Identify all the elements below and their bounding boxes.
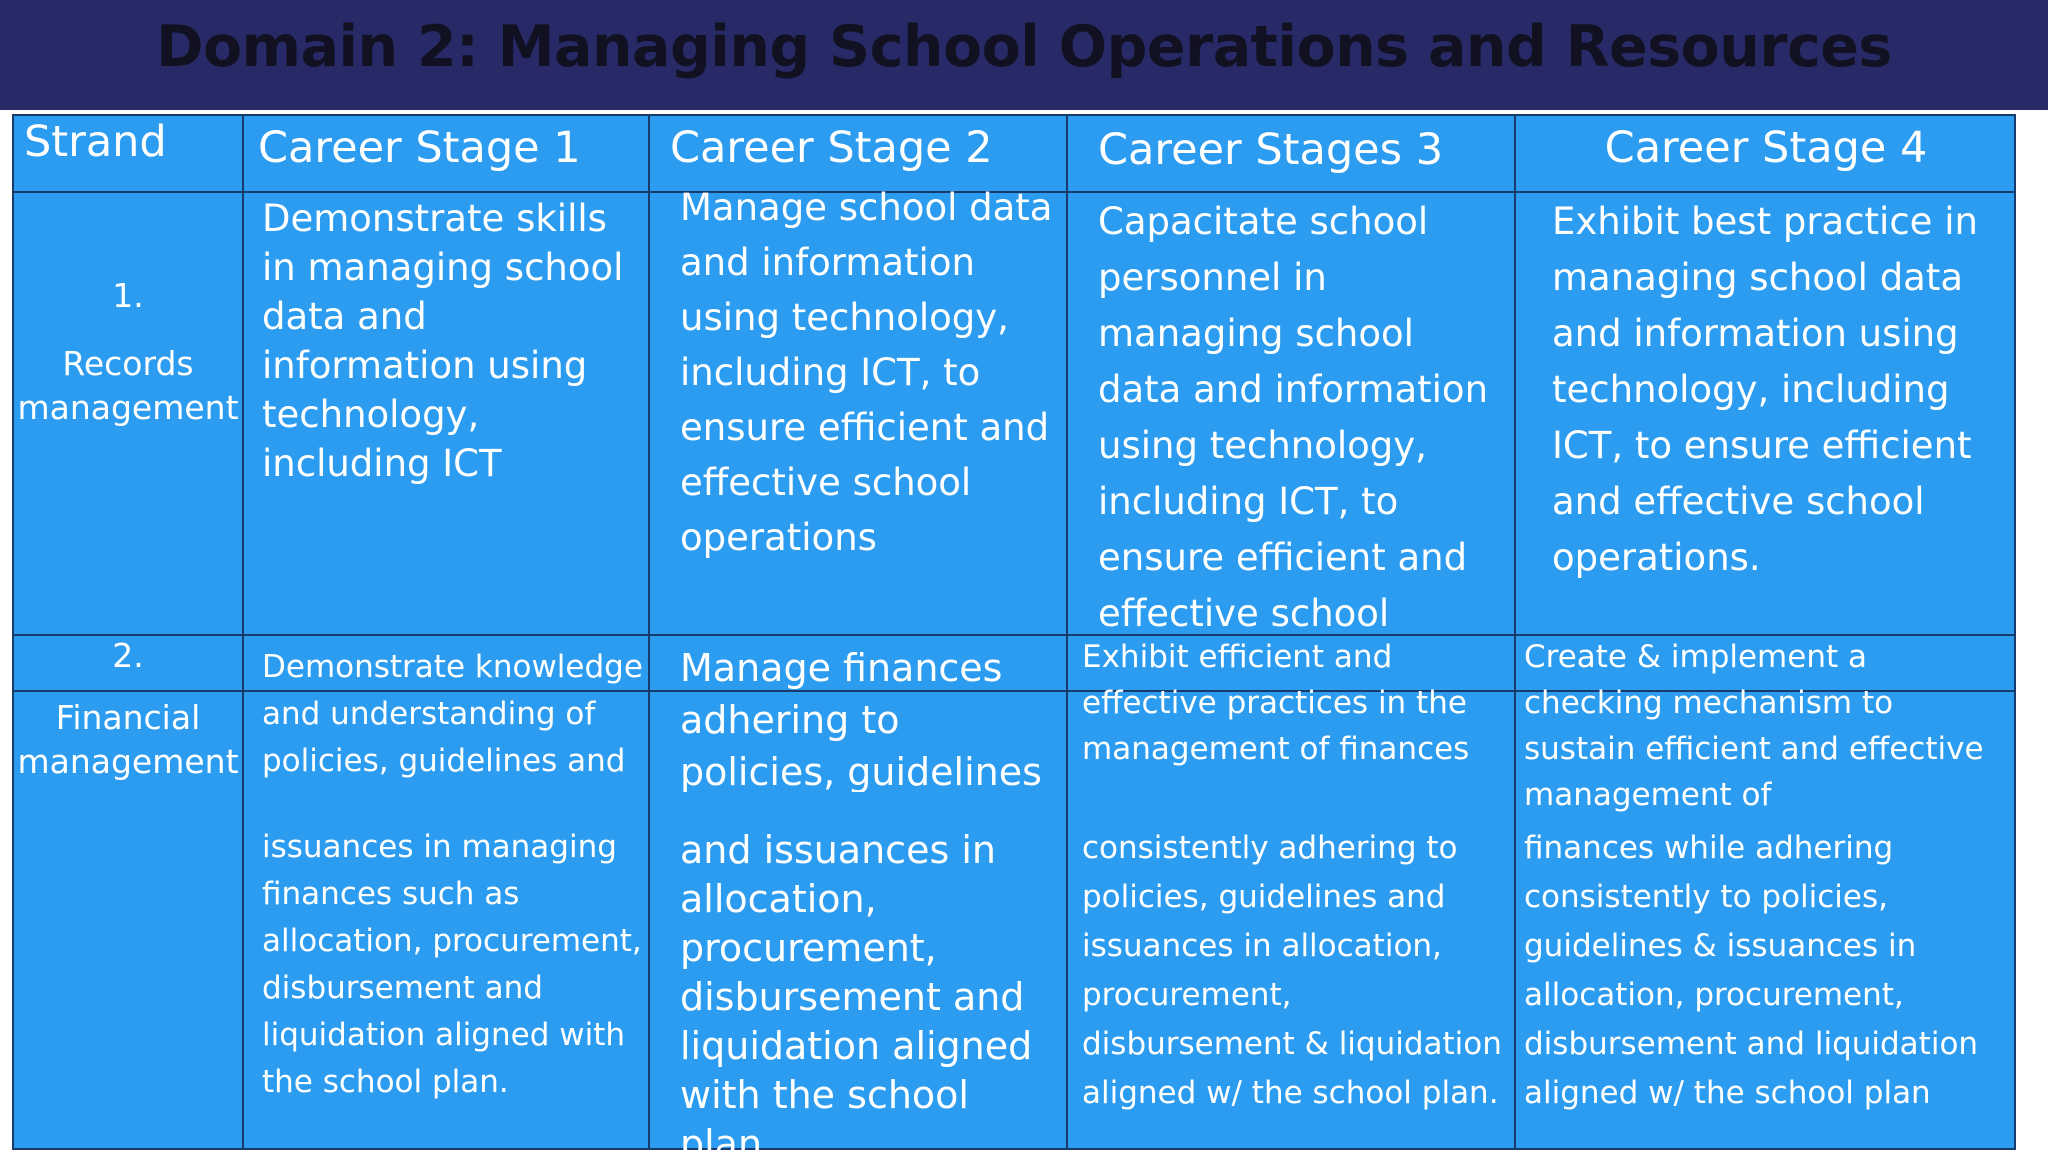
- strand-name: Records management: [17, 344, 239, 427]
- column-divider: [1514, 116, 1516, 1148]
- title-banner: [0, 0, 2048, 110]
- finance-stage-3-part-2: consistently adhering to policies, guidelines and issuances in allocation, procurement, disbursement & liquidation aligned w/ the school plan.: [1082, 830, 1502, 1111]
- row-number: 2.: [112, 636, 144, 675]
- finance-stage-2-part-1: Manage finances adhering to policies, guidelines: [680, 646, 1042, 792]
- finance-stage-3-part-1: Exhibit efficient and effective practices in the management of finances: [1082, 639, 1470, 767]
- competency-table: [12, 114, 2016, 1166]
- column-divider: [242, 116, 244, 1148]
- header-career-stage-1: Career Stage 1: [258, 123, 581, 173]
- records-stage-2: Manage school data and information using technology, including ICT, to ensure efficient and effective school operations: [680, 186, 1053, 559]
- strand-name: Financial management: [17, 698, 239, 781]
- header-career-stage-3: Career Stages 3: [1098, 125, 1444, 175]
- finance-stage-2-part-2: and issuances in allocation, procurement, disbursement and liquidation aligned with the school plan.: [680, 828, 1033, 1166]
- header-career-stage-2: Career Stage 2: [670, 123, 993, 173]
- header-career-stage-4: Career Stage 4: [1604, 123, 1928, 173]
- records-stage-4: Exhibit best practice in managing school data and information using technology, including ICT, to ensure efficient and effective school operations.: [1552, 200, 1978, 579]
- slide-title: Domain 2: Managing School Operations and Resources: [156, 14, 1892, 80]
- header-strand: Strand: [24, 117, 167, 167]
- finance-stage-4-part-2: finances while adhering consistently to policies, guidelines & issuances in allocation, procurement, disbursement and liquidation aligned w/ the school plan: [1524, 830, 1979, 1111]
- finance-stage-1-part-2: issuances in managing finances such as allocation, procurement, disbursement and liquidation aligned with the school plan.: [262, 829, 642, 1100]
- finance-stage-1-part-1: Demonstrate knowledge and understanding of policies, guidelines and: [262, 649, 643, 779]
- records-stage-3: Capacitate school personnel in managing school data and information using technology, including ICT, to ensure efficient and effective school: [1098, 200, 1489, 635]
- records-stage-1: Demonstrate skills in managing school data and information using technology, including ICT: [262, 197, 624, 485]
- column-divider: [648, 116, 650, 1148]
- finance-stage-4-part-1: Create & implement a checking mechanism to sustain efficient and effective management of: [1524, 639, 1984, 813]
- row-number: 1.: [112, 276, 144, 315]
- column-divider: [1066, 116, 1068, 1148]
